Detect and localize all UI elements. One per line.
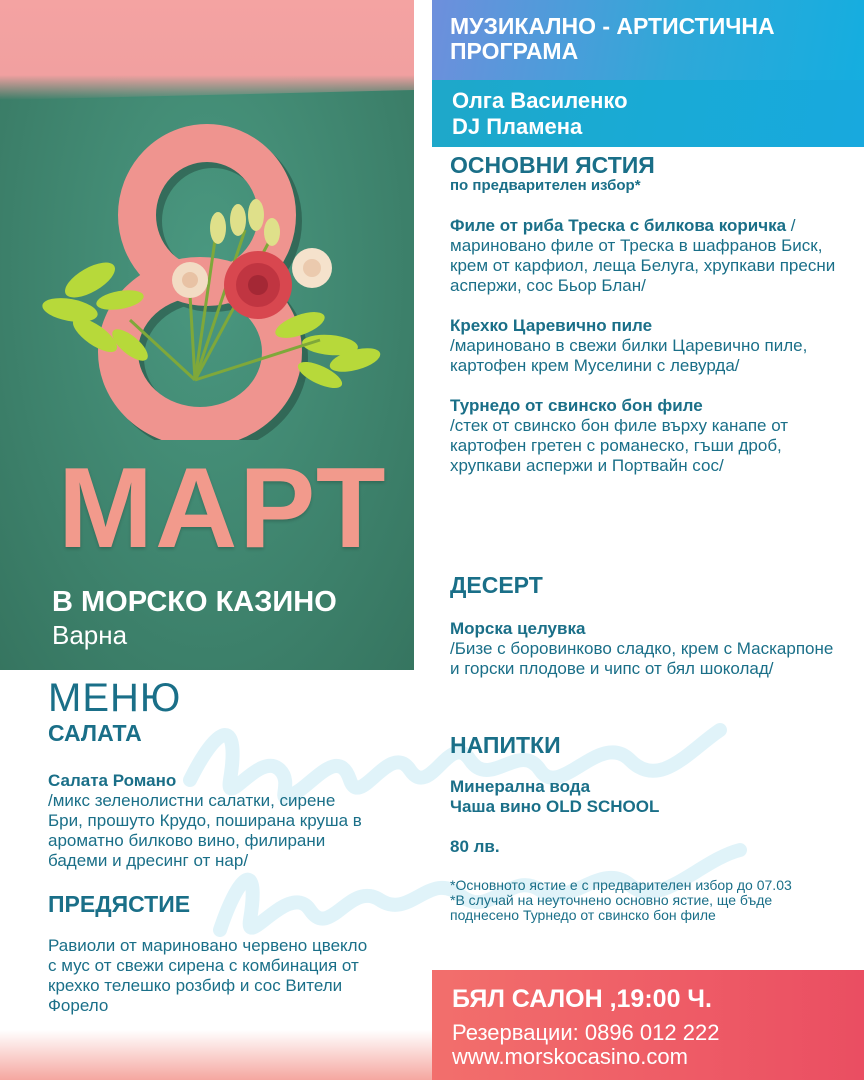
main-dish-1-description: /мариновано филе от Треска в шафранов Биск, крем от карфиол, леща Белуга, хрупкави пресни аспержи, сос Бьор Блан/ (450, 216, 836, 295)
dessert-description: /Бизе с боровинково сладко, крем с Маскарпоне и горски плодове и чипс от бял шоколад/ (450, 639, 834, 678)
reservation-phone[interactable]: Резервации: 0896 012 222 (452, 1020, 720, 1045)
dessert-title: ДЕСЕРТ (450, 572, 543, 598)
salad-description: /микс зеленолистни салатки, сирене Бри, прошуто Крудо, поширана круша в ароматно билково вино, филирани бадеми и дресинг от нар/ (48, 791, 362, 870)
hero-city: Варна (52, 620, 128, 650)
salad-name: Салата Романо (48, 771, 177, 790)
starter-section-title: ПРЕДЯСТИЕ (48, 891, 191, 917)
drink-item-1: Минерална вода (450, 777, 591, 796)
menu-title: МЕНЮ (48, 676, 182, 720)
dessert-name: Морска целувка (450, 619, 586, 638)
notes-section (450, 878, 800, 923)
main-dish-3-description: /стек от свинско бон филе върху канапе от картофен гретен с романеско, гъши дроб, хрупкави аспержи и Портвайн сос/ (450, 416, 789, 475)
dessert-section (450, 572, 840, 679)
hero-pink-band (0, 0, 414, 100)
program-title: МУЗИКАЛНО - АРТИСТИЧНА ПРОГРАМА (450, 13, 775, 64)
main-dish-2-name: Крехко Царевично пиле (450, 316, 653, 335)
number-eight-flowers-illustration (0, 120, 414, 440)
starter-description: Равиоли от мариновано червено цвекло с мус от свежи сирена с комбинация от крехко телешко розбиф и сос Вители Форело (48, 936, 368, 1015)
menu-left-column (48, 678, 368, 1016)
mains-subtitle: по предварителен избор* (450, 177, 641, 194)
drinks-section (450, 732, 840, 857)
performer-2: DJ Пламена (452, 114, 583, 139)
event-hall-time: БЯЛ САЛОН ,19:00 Ч. (452, 985, 712, 1013)
note-preorder: *Основното ястие е с предварителен избор до 07.03 (450, 877, 792, 893)
salad-section-title: САЛАТА (48, 720, 142, 746)
price: 80 лв. (450, 837, 500, 856)
mains-section (450, 152, 840, 476)
main-dish-1 (450, 216, 840, 296)
website-link[interactable]: www.morskocasino.com (452, 1044, 688, 1069)
performer-1: Олга Василенко (452, 88, 628, 113)
main-dish-1-name: Филе от риба Треска с билкова коричка (450, 216, 787, 235)
hero-venue: В МОРСКО КАЗИНО (52, 586, 337, 618)
hero-image (0, 0, 414, 670)
main-dish-3-name: Турнедо от свинско бон филе (450, 396, 703, 415)
note-default-dish: *В случай на неуточнено основно ястие, ще бъде поднесено Турнедо от свинско бон филе (450, 892, 773, 923)
performers-list (452, 88, 628, 140)
hero-date-title: МАРТ (58, 445, 388, 572)
mains-title: ОСНОВНИ ЯСТИЯ (450, 152, 655, 178)
drink-item-2: Чаша вино OLD SCHOOL (450, 797, 660, 816)
drinks-title: НАПИТКИ (450, 732, 561, 758)
main-dish-2-description: /мариновано в свежи билки Царевично пиле, картофен крем Муселини с левурда/ (450, 336, 808, 375)
bottom-left-pink-fade (0, 1030, 432, 1080)
